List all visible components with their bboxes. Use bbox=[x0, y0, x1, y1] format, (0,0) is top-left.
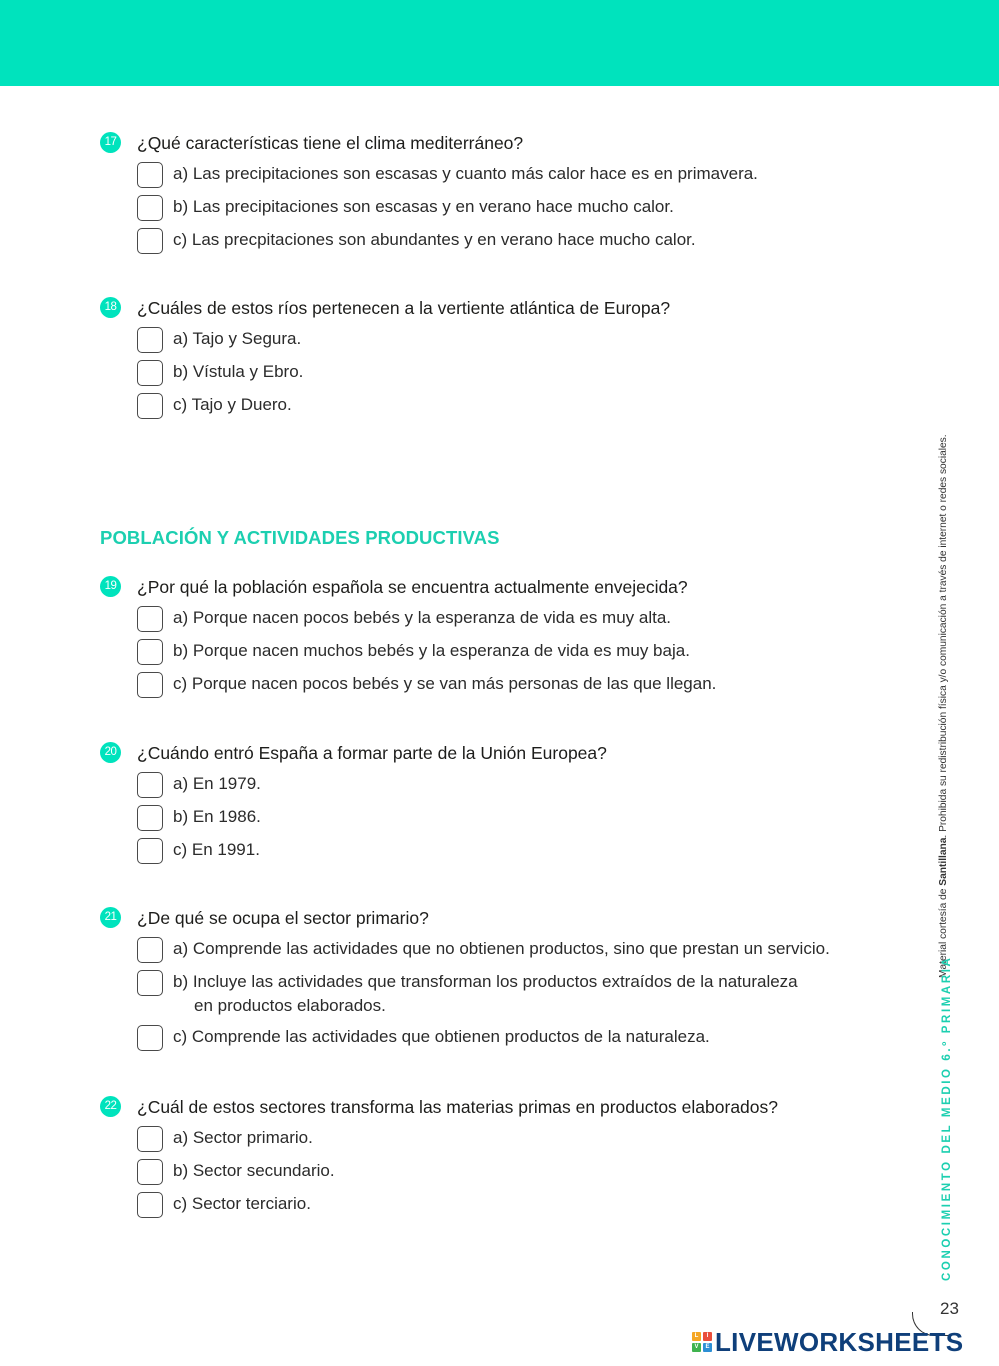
option-text: c) Comprende las actividades que obtienen productos de la naturaleza. bbox=[173, 1027, 710, 1046]
logo-letter: L bbox=[692, 1332, 701, 1341]
option-text: b) Sector secundario. bbox=[173, 1161, 335, 1180]
option-text: a) Tajo y Segura. bbox=[173, 329, 302, 348]
answer-checkbox[interactable] bbox=[137, 327, 163, 353]
answer-checkbox[interactable] bbox=[137, 162, 163, 188]
answer-checkbox[interactable] bbox=[137, 393, 163, 419]
options-list bbox=[137, 327, 897, 426]
option-text: b) Porque nacen muchos bebés y la esperanza de vida es muy baja. bbox=[173, 641, 690, 660]
option-c bbox=[137, 672, 897, 698]
publisher-name: Santillana bbox=[938, 837, 949, 886]
option-c bbox=[137, 1025, 897, 1051]
option-b bbox=[137, 805, 897, 831]
option-c bbox=[137, 393, 897, 419]
option-a bbox=[137, 327, 897, 353]
option-text: c) Porque nacen pocos bebés y se van más personas de las que llegan. bbox=[173, 674, 717, 693]
question-text: ¿Cuál de estos sectores transforma las materias primas en productos elaborados? bbox=[137, 1097, 778, 1117]
question-text: ¿Cuáles de estos ríos pertenecen a la vertiente atlántica de Europa? bbox=[137, 298, 671, 318]
copyright-suffix: . Prohibida su redistribución física y/o comunicación a través de internet o redes sociales. bbox=[938, 434, 949, 838]
option-text: a) Comprende las actividades que no obtienen productos, sino que prestan un servicio. bbox=[173, 939, 830, 958]
question-number-badge: 20 bbox=[100, 742, 121, 763]
options-list bbox=[137, 937, 897, 1058]
options-list bbox=[137, 606, 897, 705]
question-20 bbox=[100, 741, 900, 859]
option-text: a) En 1979. bbox=[173, 774, 261, 793]
section-title: POBLACIÓN Y ACTIVIDADES PRODUCTIVAS bbox=[100, 527, 500, 548]
question-text: ¿Qué características tiene el clima mediterráneo? bbox=[137, 133, 524, 153]
answer-checkbox[interactable] bbox=[137, 1159, 163, 1185]
logo-letter: V bbox=[692, 1343, 701, 1352]
answer-checkbox[interactable] bbox=[137, 805, 163, 831]
question-21 bbox=[100, 906, 900, 1046]
header-band bbox=[0, 0, 999, 86]
liveworksheets-wordmark: LIVEWORKSHEETS bbox=[715, 1327, 964, 1357]
answer-checkbox[interactable] bbox=[137, 360, 163, 386]
option-a bbox=[137, 937, 897, 963]
option-text: b) Incluye las actividades que transforman los productos extraídos de la naturaleza bbox=[173, 972, 798, 991]
answer-checkbox[interactable] bbox=[137, 772, 163, 798]
logo-letter: E bbox=[703, 1343, 712, 1352]
option-b bbox=[137, 1159, 897, 1185]
answer-checkbox[interactable] bbox=[137, 672, 163, 698]
question-18 bbox=[100, 296, 900, 414]
answer-checkbox[interactable] bbox=[137, 639, 163, 665]
option-b bbox=[137, 639, 897, 665]
question-number-badge: 22 bbox=[100, 1096, 121, 1117]
answer-checkbox[interactable] bbox=[137, 1192, 163, 1218]
answer-checkbox[interactable] bbox=[137, 937, 163, 963]
options-list bbox=[137, 772, 897, 871]
answer-checkbox[interactable] bbox=[137, 606, 163, 632]
option-b bbox=[137, 195, 897, 221]
options-list bbox=[137, 162, 897, 261]
options-list bbox=[137, 1126, 897, 1225]
answer-checkbox[interactable] bbox=[137, 1025, 163, 1051]
answer-checkbox[interactable] bbox=[137, 970, 163, 996]
question-number-badge: 17 bbox=[100, 132, 121, 153]
option-text: b) En 1986. bbox=[173, 807, 261, 826]
question-number-badge: 19 bbox=[100, 576, 121, 597]
option-text: a) Porque nacen pocos bebés y la esperanza de vida es muy alta. bbox=[173, 608, 672, 627]
answer-checkbox[interactable] bbox=[137, 1126, 163, 1152]
option-a bbox=[137, 1126, 897, 1152]
subject-label: CONOCIMIENTO DEL MEDIO 6.º PRIMARIA bbox=[941, 955, 953, 1281]
liveworksheets-icon bbox=[692, 1332, 712, 1352]
option-text: c) Sector terciario. bbox=[173, 1194, 311, 1213]
option-c bbox=[137, 1192, 897, 1218]
answer-checkbox[interactable] bbox=[137, 838, 163, 864]
copyright-notice bbox=[938, 434, 949, 978]
question-text: ¿De qué se ocupa el sector primario? bbox=[137, 908, 429, 928]
answer-checkbox[interactable] bbox=[137, 228, 163, 254]
option-text: b) Las precipitaciones son escasas y en verano hace mucho calor. bbox=[173, 197, 674, 216]
option-a bbox=[137, 606, 897, 632]
option-text-continuation: en productos elaborados. bbox=[194, 996, 386, 1015]
question-number-badge: 18 bbox=[100, 297, 121, 318]
option-text: b) Vístula y Ebro. bbox=[173, 362, 304, 381]
copyright-prefix: Material cortesía de bbox=[938, 885, 949, 978]
option-text: c) Las precpitaciones son abundantes y en verano hace mucho calor. bbox=[173, 230, 696, 249]
option-text: c) En 1991. bbox=[173, 840, 260, 859]
question-22 bbox=[100, 1095, 900, 1213]
option-c bbox=[137, 838, 897, 864]
question-number-badge: 21 bbox=[100, 907, 121, 928]
option-text: c) Tajo y Duero. bbox=[173, 395, 292, 414]
question-text: ¿Cuándo entró España a formar parte de la Unión Europea? bbox=[137, 743, 607, 763]
question-19 bbox=[100, 575, 900, 693]
option-text: a) Las precipitaciones son escasas y cuanto más calor hace es en primavera. bbox=[173, 164, 758, 183]
liveworksheets-logo[interactable] bbox=[692, 1327, 963, 1357]
logo-letter: I bbox=[703, 1332, 712, 1341]
page-number: 23 bbox=[940, 1299, 959, 1318]
option-text: a) Sector primario. bbox=[173, 1128, 313, 1147]
question-17 bbox=[100, 131, 900, 249]
answer-checkbox[interactable] bbox=[137, 195, 163, 221]
option-b bbox=[137, 360, 897, 386]
question-text: ¿Por qué la población española se encuentra actualmente envejecida? bbox=[137, 577, 688, 597]
option-b bbox=[137, 970, 897, 1018]
option-a bbox=[137, 162, 897, 188]
option-a bbox=[137, 772, 897, 798]
option-c bbox=[137, 228, 897, 254]
